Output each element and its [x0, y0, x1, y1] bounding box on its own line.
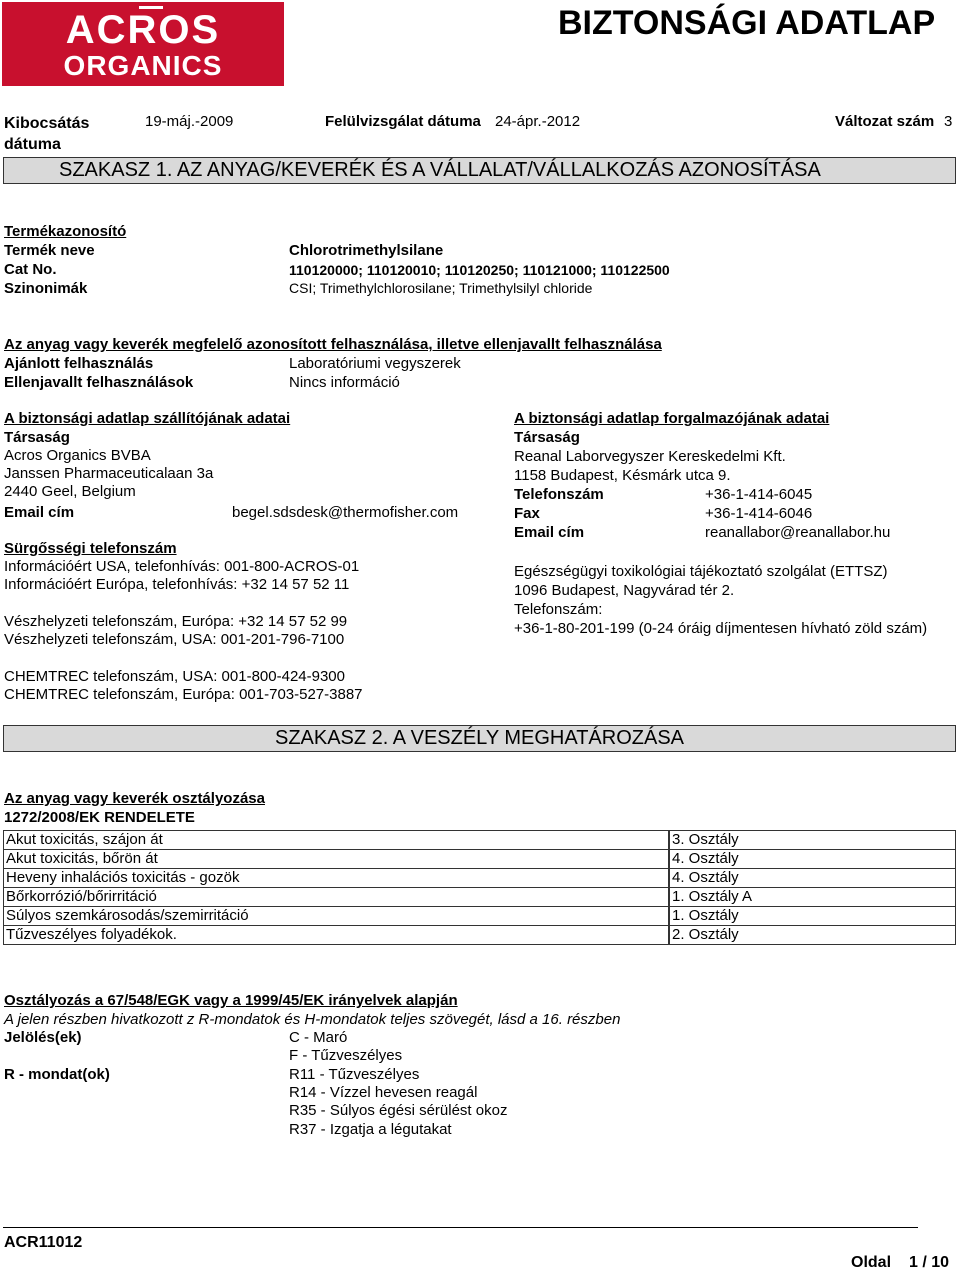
emergency-line-2: Információért Európa, telefonhívás: +32 14 57 52 11: [4, 576, 350, 593]
product-id-heading: Termékazonosító: [4, 223, 127, 240]
hazard-cell: Akut toxicitás, bőrön át: [4, 850, 669, 869]
supplier-line-3: 2440 Geel, Belgium: [4, 483, 136, 500]
tox-line-1: Egészségügyi toxikológiai tájékoztató szolgálat (ETTSZ): [514, 563, 888, 580]
r-phrase-item: R14 - Vízzel hevesen reagál: [289, 1084, 478, 1101]
section-1-title: SZAKASZ 1. AZ ANYAG/KEVERÉK ÉS A VÁLLALAT/VÁLLALKOZÁS AZONOSÍTÁSA: [59, 159, 821, 181]
distributor-phone-label: Telefonszám: [514, 486, 604, 503]
issue-date-label: Kibocsátás dátuma: [4, 115, 90, 153]
distributor-company-label: Társaság: [514, 429, 580, 446]
synonyms-value: CSI; Trimethylchlorosilane; Trimethylsilyl chloride: [289, 280, 593, 296]
directive-note: A jelen részben hivatkozott z R-mondatok és H-mondatok teljes szövegét, lásd a 16. részben: [4, 1011, 621, 1028]
supplier-line-1: Acros Organics BVBA: [4, 447, 151, 464]
use-heading: Az anyag vagy keverék megfelelő azonosított felhasználása, illetve ellenjavallt felhasználása: [4, 336, 662, 353]
hazard-cell: Bőrkorrózió/bőrirritáció: [4, 888, 669, 907]
recommended-use-label: Ajánlott felhasználás: [4, 355, 154, 372]
tox-line-2: 1096 Budapest, Nagyvárad tér 2.: [514, 582, 735, 599]
category-cell: 4. Osztály: [670, 869, 956, 888]
contraindicated-use-value: Nincs információ: [289, 374, 400, 391]
category-cell: 1. Osztály: [670, 907, 956, 926]
regulation-label: 1272/2008/EK RENDELETE: [4, 809, 195, 826]
footer-divider: [3, 1227, 918, 1228]
page-label: Oldal: [851, 1254, 892, 1271]
table-row: [4, 907, 956, 926]
page-number: 1 / 10: [909, 1254, 950, 1271]
section-2-header: [3, 725, 956, 752]
hazard-cell: Akut toxicitás, szájon át: [4, 831, 669, 850]
distributor-phone-value: +36-1-414-6045: [705, 486, 813, 503]
product-name-label: Termék neve: [4, 242, 95, 259]
table-row: [4, 888, 956, 907]
distributor-line-1: Reanal Laborvegyszer Kereskedelmi Kft.: [514, 448, 786, 465]
logo-top-text: ACROS: [65, 8, 221, 52]
revision-date-value: 24-ápr.-2012: [495, 113, 581, 130]
version-value: 3: [944, 113, 953, 130]
product-name-value: Chlorotrimethylsilane: [289, 242, 444, 259]
synonyms-label: Szinonimák: [4, 280, 88, 297]
category-cell: 1. Osztály A: [670, 888, 956, 907]
classification-heading: Az anyag vagy keverék osztályozása: [4, 790, 265, 807]
hazard-cell: Súlyos szemkárosodás/szemirritáció: [4, 907, 669, 926]
cat-no-label: Cat No.: [4, 261, 57, 278]
version-label: Változat szám: [835, 113, 935, 130]
distributor-fax-label: Fax: [514, 505, 540, 522]
distributor-heading: A biztonsági adatlap forgalmazójának adatai: [514, 410, 830, 427]
logo-bottom-text: ORGANICS: [63, 50, 223, 81]
section-1-header: [3, 157, 956, 184]
symbols-label: Jelölés(ek): [4, 1029, 82, 1046]
supplier-company-label: Társaság: [4, 429, 70, 446]
distributor-fax-value: +36-1-414-6046: [705, 505, 813, 522]
tox-line-3: Telefonszám:: [514, 601, 603, 618]
table-row: [4, 850, 956, 869]
symbol-item: C - Maró: [289, 1029, 348, 1046]
category-cell: 4. Osztály: [670, 850, 956, 869]
issue-date-value: 19-máj.-2009: [145, 113, 234, 130]
symbol-item: F - Tűzveszélyes: [289, 1047, 403, 1064]
emergency-line-5: CHEMTREC telefonszám, USA: 001-800-424-9300: [4, 668, 345, 685]
section-2-title: SZAKASZ 2. A VESZÉLY MEGHATÁROZÁSA: [274, 727, 684, 749]
supplier-email-label: Email cím: [4, 504, 75, 521]
emergency-line-6: CHEMTREC telefonszám, Európa: 001-703-527-3887: [4, 686, 363, 703]
category-cell: 2. Osztály: [670, 926, 956, 945]
r-phrase-item: R37 - Izgatja a légutakat: [289, 1121, 452, 1138]
supplier-email-value[interactable]: begel.sdsdesk@thermofisher.com: [232, 504, 459, 521]
hazard-cell: Heveny inhalációs toxicitás - gozök: [4, 869, 669, 888]
acros-organics-logo: [2, 2, 284, 86]
emergency-line-1: Információért USA, telefonhívás: 001-800-ACROS-01: [4, 558, 360, 575]
emergency-line-4: Vészhelyzeti telefonszám, USA: 001-201-796-7100: [4, 631, 345, 648]
category-cell: 3. Osztály: [670, 831, 956, 850]
r-phrases-label: R - mondat(ok): [4, 1066, 110, 1083]
cat-no-value: 110120000; 110120010; 110120250; 110121000; 110122500: [289, 262, 670, 278]
r-phrase-item: R35 - Súlyos égési sérülést okoz: [289, 1102, 508, 1119]
emergency-heading: Sürgősségi telefonszám: [4, 540, 177, 557]
emergency-line-3: Vészhelyzeti telefonszám, Európa: +32 14 57 52 99: [4, 613, 348, 630]
tox-line-4: +36-1-80-201-199 (0-24 óráig díjmentesen hívható zöld szám): [514, 620, 928, 637]
revision-date-label: Felülvizsgálat dátuma: [325, 113, 481, 130]
classification-table: [3, 830, 956, 945]
distributor-email-label: Email cím: [514, 524, 585, 541]
footer-code: ACR11012: [4, 1234, 83, 1251]
hazard-cell: Tűzveszélyes folyadékok.: [4, 926, 669, 945]
r-phrase-item: R11 - Tűzveszélyes: [289, 1066, 420, 1083]
table-row: [4, 926, 956, 945]
contraindicated-use-label: Ellenjavallt felhasználások: [4, 374, 194, 391]
document-title: BIZTONSÁGI ADATLAP: [558, 4, 936, 42]
table-row: [4, 869, 956, 888]
table-row: [4, 831, 956, 850]
distributor-email-value[interactable]: reanallabor@reanallabor.hu: [705, 524, 891, 541]
supplier-line-2: Janssen Pharmaceuticalaan 3a: [4, 465, 214, 482]
distributor-line-2: 1158 Budapest, Késmárk utca 9.: [514, 467, 731, 484]
directive-heading: Osztályozás a 67/548/EGK vagy a 1999/45/EK irányelvek alapján: [4, 992, 458, 1009]
recommended-use-value: Laboratóriumi vegyszerek: [289, 355, 461, 372]
supplier-heading: A biztonsági adatlap szállítójának adatai: [4, 410, 291, 427]
